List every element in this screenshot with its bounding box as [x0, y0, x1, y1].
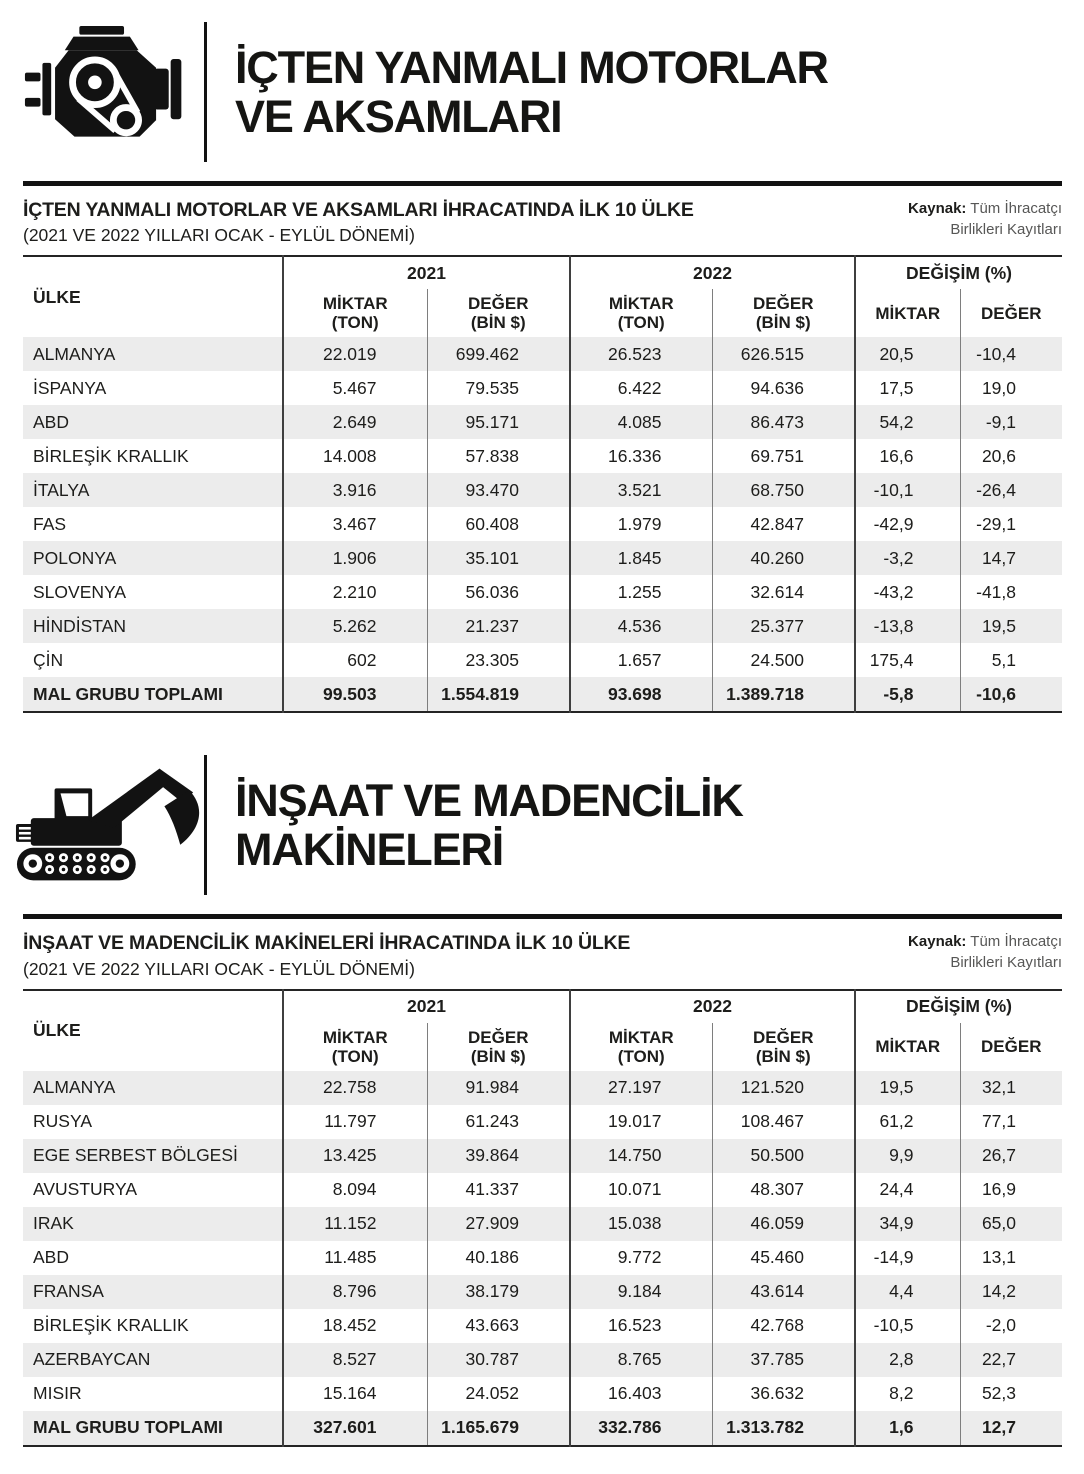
- table-row: [23, 643, 1062, 677]
- value-cell: 52,3: [960, 1377, 1062, 1411]
- value-cell: 45.460: [712, 1241, 855, 1275]
- source-text: Tüm İhracatçı Birlikleri Kayıtları: [950, 933, 1062, 972]
- value-cell: 35.101: [427, 541, 570, 575]
- value-cell: 5.467: [283, 371, 427, 405]
- country-cell: MISIR: [33, 1383, 82, 1404]
- export-table-construction: [23, 989, 1062, 1447]
- value-cell: 16,6: [855, 439, 960, 473]
- value-cell: 3.521: [570, 473, 712, 507]
- col-header-qty-2021: MİKTAR (TON): [283, 1023, 427, 1071]
- source-note: [887, 932, 1062, 973]
- value-cell: 19,0: [960, 371, 1062, 405]
- table-row: [23, 473, 1062, 507]
- value-cell: 42.768: [712, 1309, 855, 1343]
- value-cell: 8.765: [570, 1343, 712, 1377]
- country-cell: ÇİN: [33, 649, 64, 670]
- col-group-change: DEĞİŞİM (%): [855, 256, 1062, 289]
- section-title-line1: İNŞAAT VE MADENCİLİK: [235, 774, 743, 826]
- value-cell: 8.796: [283, 1275, 427, 1309]
- table-row: [23, 439, 1062, 473]
- value-cell: 14.750: [570, 1139, 712, 1173]
- value-cell: 1.657: [570, 643, 712, 677]
- value-cell: 24,4: [855, 1173, 960, 1207]
- table-row: [23, 541, 1062, 575]
- value-cell: 175,4: [855, 643, 960, 677]
- col-header-val-2022: DEĞER (BİN $): [712, 1023, 855, 1071]
- value-cell: -10,5: [855, 1309, 960, 1343]
- table-total-row: [23, 1411, 1062, 1446]
- section-title: [235, 43, 828, 142]
- country-cell: BİRLEŞİK KRALLIK: [33, 1315, 189, 1336]
- source-text: Tüm İhracatçı Birlikleri Kayıtları: [950, 200, 1062, 238]
- col-header-country: ÜLKE: [33, 286, 81, 307]
- value-cell: 22,7: [960, 1343, 1062, 1377]
- value-cell: 54,2: [855, 405, 960, 439]
- value-cell: -10,6: [960, 677, 1062, 712]
- value-cell: -3,2: [855, 541, 960, 575]
- value-cell: 5.262: [283, 609, 427, 643]
- table-total-row: [23, 677, 1062, 712]
- value-cell: 43.663: [427, 1309, 570, 1343]
- col-header-qty-2022: MİKTAR (TON): [570, 289, 712, 337]
- value-cell: 40.260: [712, 541, 855, 575]
- value-cell: 48.307: [712, 1173, 855, 1207]
- value-cell: 61.243: [427, 1105, 570, 1139]
- value-cell: 32,1: [960, 1071, 1062, 1105]
- value-cell: 39.864: [427, 1139, 570, 1173]
- table-row: [23, 1241, 1062, 1275]
- value-cell: 626.515: [712, 337, 855, 371]
- value-cell: 332.786: [570, 1411, 712, 1446]
- table-title: İÇTEN YANMALI MOTORLAR VE AKSAMLARI İHRACATINDA İLK 10 ÜLKE: [23, 199, 694, 221]
- country-cell: ABD: [33, 1247, 69, 1268]
- table-row: [23, 1105, 1062, 1139]
- country-cell: IRAK: [33, 1213, 74, 1234]
- export-table-engines: [23, 255, 1062, 713]
- value-cell: 16,9: [960, 1173, 1062, 1207]
- col-header-change-val: DEĞER: [960, 1023, 1062, 1071]
- value-cell: 1.979: [570, 507, 712, 541]
- col-header-change-qty: MİKTAR: [855, 289, 960, 337]
- value-cell: 91.984: [427, 1071, 570, 1105]
- value-cell: 9.184: [570, 1275, 712, 1309]
- value-cell: 3.916: [283, 473, 427, 507]
- col-group-2021: 2021: [283, 990, 570, 1023]
- table-subtitle: (2021 VE 2022 YILLARI OCAK - EYLÜL DÖNEMİ): [23, 225, 415, 246]
- value-cell: 20,6: [960, 439, 1062, 473]
- value-cell: 21.237: [427, 609, 570, 643]
- section-title-line2: VE AKSAMLARI: [235, 91, 562, 142]
- value-cell: -14,9: [855, 1241, 960, 1275]
- value-cell: 1.906: [283, 541, 427, 575]
- value-cell: 4.536: [570, 609, 712, 643]
- value-cell: -42,9: [855, 507, 960, 541]
- country-cell: FRANSA: [33, 1281, 104, 1302]
- value-cell: 56.036: [427, 575, 570, 609]
- value-cell: 37.785: [712, 1343, 855, 1377]
- value-cell: 8.527: [283, 1343, 427, 1377]
- section-rule: [23, 181, 1062, 186]
- value-cell: 18.452: [283, 1309, 427, 1343]
- country-cell: EGE SERBEST BÖLGESİ: [33, 1145, 238, 1166]
- value-cell: 95.171: [427, 405, 570, 439]
- table-row: [23, 507, 1062, 541]
- value-cell: 14.008: [283, 439, 427, 473]
- country-cell: ALMANYA: [33, 1077, 116, 1098]
- table-subtitle: (2021 VE 2022 YILLARI OCAK - EYLÜL DÖNEMİ): [23, 958, 415, 979]
- value-cell: 5,1: [960, 643, 1062, 677]
- value-cell: 10.071: [570, 1173, 712, 1207]
- engine-icon: [12, 22, 204, 162]
- value-cell: -29,1: [960, 507, 1062, 541]
- table-row: [23, 575, 1062, 609]
- country-cell: İTALYA: [33, 479, 90, 500]
- value-cell: 13,1: [960, 1241, 1062, 1275]
- value-cell: 36.632: [712, 1377, 855, 1411]
- value-cell: 93.470: [427, 473, 570, 507]
- value-cell: 13.425: [283, 1139, 427, 1173]
- value-cell: 23.305: [427, 643, 570, 677]
- value-cell: 16.523: [570, 1309, 712, 1343]
- value-cell: 69.751: [712, 439, 855, 473]
- table-row: [23, 1343, 1062, 1377]
- value-cell: 16.403: [570, 1377, 712, 1411]
- value-cell: 11.797: [283, 1105, 427, 1139]
- value-cell: -5,8: [855, 677, 960, 712]
- section-header: [12, 22, 1062, 162]
- table-row: [23, 1275, 1062, 1309]
- value-cell: 1.165.679: [427, 1411, 570, 1446]
- value-cell: -13,8: [855, 609, 960, 643]
- country-cell: ABD: [33, 411, 69, 432]
- table-row: [23, 1207, 1062, 1241]
- col-group-2022: 2022: [570, 990, 855, 1023]
- value-cell: 40.186: [427, 1241, 570, 1275]
- value-cell: 11.152: [283, 1207, 427, 1241]
- value-cell: 8,2: [855, 1377, 960, 1411]
- value-cell: 38.179: [427, 1275, 570, 1309]
- value-cell: 34,9: [855, 1207, 960, 1241]
- value-cell: 68.750: [712, 473, 855, 507]
- section-engines: [0, 22, 1084, 713]
- table-group-header-row: [23, 256, 1062, 289]
- value-cell: -9,1: [960, 405, 1062, 439]
- value-cell: 30.787: [427, 1343, 570, 1377]
- value-cell: -43,2: [855, 575, 960, 609]
- value-cell: 15.038: [570, 1207, 712, 1241]
- country-cell: BİRLEŞİK KRALLIK: [33, 445, 189, 466]
- value-cell: 1,6: [855, 1411, 960, 1446]
- value-cell: 2.649: [283, 405, 427, 439]
- value-cell: -26,4: [960, 473, 1062, 507]
- value-cell: -10,1: [855, 473, 960, 507]
- col-header-val-2021: DEĞER (BİN $): [427, 289, 570, 337]
- value-cell: 27.197: [570, 1071, 712, 1105]
- value-cell: 26,7: [960, 1139, 1062, 1173]
- value-cell: 41.337: [427, 1173, 570, 1207]
- value-cell: 65,0: [960, 1207, 1062, 1241]
- country-cell: FAS: [33, 513, 67, 534]
- country-cell: MAL GRUBU TOPLAMI: [33, 1417, 223, 1438]
- value-cell: 46.059: [712, 1207, 855, 1241]
- value-cell: 3.467: [283, 507, 427, 541]
- value-cell: -10,4: [960, 337, 1062, 371]
- col-group-2021: 2021: [283, 256, 570, 289]
- table-row: [23, 1173, 1062, 1207]
- excavator-icon: [12, 755, 204, 895]
- value-cell: 9,9: [855, 1139, 960, 1173]
- country-cell: İSPANYA: [33, 377, 107, 398]
- table-row: [23, 609, 1062, 643]
- value-cell: 14,2: [960, 1275, 1062, 1309]
- table-group-header-row: [23, 990, 1062, 1023]
- value-cell: 93.698: [570, 677, 712, 712]
- value-cell: 108.467: [712, 1105, 855, 1139]
- col-header-val-2021: DEĞER (BİN $): [427, 1023, 570, 1071]
- section-header: [12, 755, 1062, 895]
- value-cell: 24.052: [427, 1377, 570, 1411]
- section-rule: [23, 914, 1062, 919]
- value-cell: 327.601: [283, 1411, 427, 1446]
- value-cell: 121.520: [712, 1071, 855, 1105]
- value-cell: 19.017: [570, 1105, 712, 1139]
- value-cell: 20,5: [855, 337, 960, 371]
- table-caption: [23, 199, 1062, 246]
- col-group-change: DEĞİŞİM (%): [855, 990, 1062, 1023]
- value-cell: 2,8: [855, 1343, 960, 1377]
- table-caption: [23, 932, 1062, 979]
- value-cell: 26.523: [570, 337, 712, 371]
- value-cell: 9.772: [570, 1241, 712, 1275]
- value-cell: 99.503: [283, 677, 427, 712]
- value-cell: 4.085: [570, 405, 712, 439]
- value-cell: 699.462: [427, 337, 570, 371]
- source-note: [887, 199, 1062, 240]
- value-cell: 19,5: [960, 609, 1062, 643]
- country-cell: HİNDİSTAN: [33, 615, 127, 636]
- value-cell: -2,0: [960, 1309, 1062, 1343]
- table-title: İNŞAAT VE MADENCİLİK MAKİNELERİ İHRACATINDA İLK 10 ÜLKE: [23, 932, 631, 955]
- value-cell: 94.636: [712, 371, 855, 405]
- country-cell: SLOVENYA: [33, 581, 127, 602]
- value-cell: 8.094: [283, 1173, 427, 1207]
- value-cell: 22.019: [283, 337, 427, 371]
- section-title: [235, 776, 743, 875]
- table-row: [23, 1139, 1062, 1173]
- table-row: [23, 1071, 1062, 1105]
- value-cell: 17,5: [855, 371, 960, 405]
- country-cell: POLONYA: [33, 547, 117, 568]
- value-cell: 14,7: [960, 541, 1062, 575]
- value-cell: 1.554.819: [427, 677, 570, 712]
- col-header-change-val: DEĞER: [960, 289, 1062, 337]
- value-cell: 42.847: [712, 507, 855, 541]
- country-cell: AVUSTURYA: [33, 1179, 138, 1200]
- table-row: [23, 371, 1062, 405]
- col-header-qty-2021: MİKTAR (TON): [283, 289, 427, 337]
- value-cell: 32.614: [712, 575, 855, 609]
- section-title-line1: İÇTEN YANMALI MOTORLAR: [235, 41, 828, 93]
- value-cell: 6.422: [570, 371, 712, 405]
- country-cell: MAL GRUBU TOPLAMI: [33, 683, 223, 704]
- table-row: [23, 405, 1062, 439]
- col-header-val-2022: DEĞER (BİN $): [712, 289, 855, 337]
- value-cell: 86.473: [712, 405, 855, 439]
- source-label: Kaynak:: [908, 200, 967, 217]
- section-title-line2: MAKİNELERİ: [235, 824, 503, 876]
- value-cell: 61,2: [855, 1105, 960, 1139]
- table-row: [23, 1377, 1062, 1411]
- value-cell: 60.408: [427, 507, 570, 541]
- value-cell: 1.845: [570, 541, 712, 575]
- value-cell: 1.389.718: [712, 677, 855, 712]
- value-cell: 22.758: [283, 1071, 427, 1105]
- country-cell: AZERBAYCAN: [33, 1349, 151, 1370]
- country-cell: RUSYA: [33, 1111, 92, 1132]
- value-cell: 24.500: [712, 643, 855, 677]
- source-label: Kaynak:: [908, 933, 967, 951]
- value-cell: 602: [283, 643, 427, 677]
- value-cell: 1.255: [570, 575, 712, 609]
- value-cell: 57.838: [427, 439, 570, 473]
- table-row: [23, 1309, 1062, 1343]
- value-cell: 27.909: [427, 1207, 570, 1241]
- value-cell: 19,5: [855, 1071, 960, 1105]
- col-header-country: ÜLKE: [33, 1020, 81, 1041]
- value-cell: 77,1: [960, 1105, 1062, 1139]
- value-cell: 25.377: [712, 609, 855, 643]
- col-group-2022: 2022: [570, 256, 855, 289]
- value-cell: 2.210: [283, 575, 427, 609]
- country-cell: ALMANYA: [33, 343, 116, 364]
- value-cell: 4,4: [855, 1275, 960, 1309]
- value-cell: 50.500: [712, 1139, 855, 1173]
- value-cell: 16.336: [570, 439, 712, 473]
- section-construction-machines: [0, 755, 1084, 1446]
- value-cell: 11.485: [283, 1241, 427, 1275]
- table-row: [23, 337, 1062, 371]
- value-cell: 12,7: [960, 1411, 1062, 1446]
- col-header-change-qty: MİKTAR: [855, 1023, 960, 1071]
- col-header-qty-2022: MİKTAR (TON): [570, 1023, 712, 1071]
- value-cell: -41,8: [960, 575, 1062, 609]
- value-cell: 43.614: [712, 1275, 855, 1309]
- value-cell: 1.313.782: [712, 1411, 855, 1446]
- value-cell: 79.535: [427, 371, 570, 405]
- value-cell: 15.164: [283, 1377, 427, 1411]
